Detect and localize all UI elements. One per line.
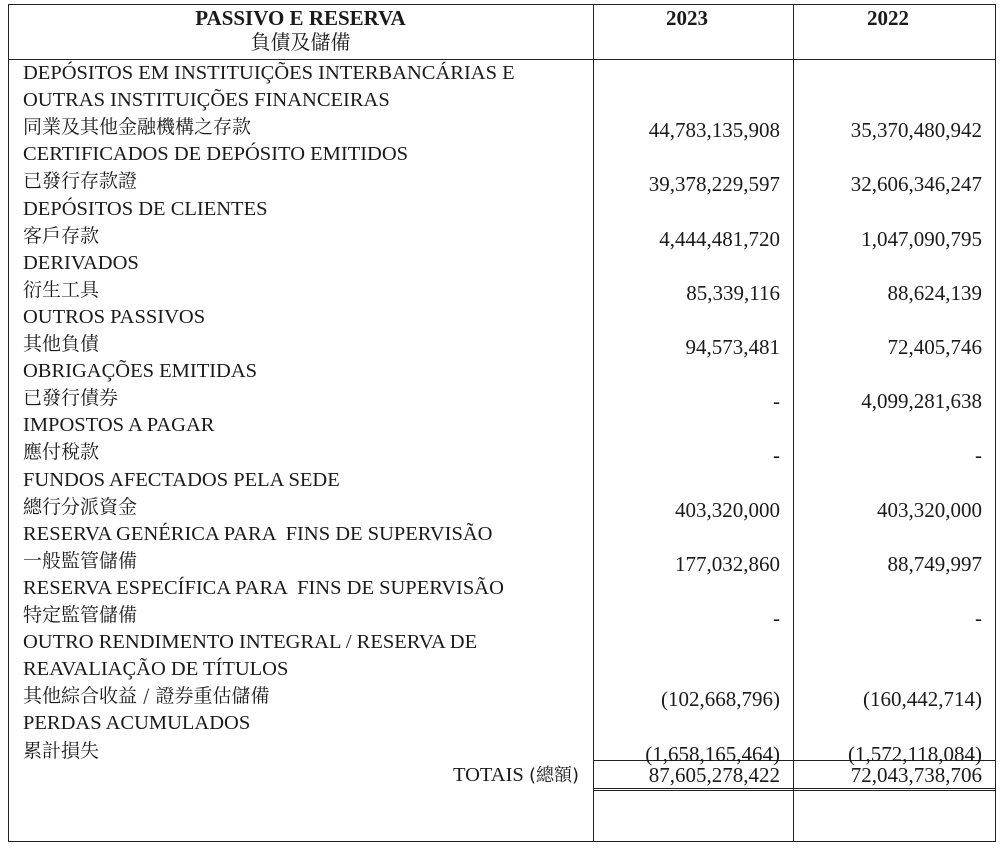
row-value-2022: 1,047,090,795 — [861, 226, 982, 251]
row-label-zh: 衍生工具 — [23, 278, 100, 301]
row-label-zh: 一般監管儲備 — [23, 549, 138, 572]
row-value-2023: (102,668,796) — [661, 687, 780, 712]
header-subtitle: 負債及儲備 — [250, 30, 351, 54]
row-value-2022: 88,624,139 — [887, 280, 982, 305]
row-value-2022: 32,606,346,247 — [850, 172, 982, 197]
row-value-2022: - — [975, 606, 982, 630]
row-label-zh: 其他綜合收益 / 證券重估儲備 — [23, 685, 270, 708]
row-label-zh: 同業及其他金融機構之存款 — [23, 116, 252, 139]
header-title: PASSIVO E RESERVA — [195, 6, 406, 30]
row-value-2023: (1,658,165,464) — [645, 741, 780, 766]
row-label-pt: OUTRAS INSTITUIÇÕES FINANCEIRAS — [23, 89, 390, 112]
row-value-2023: - — [773, 443, 780, 468]
row-label-zh: 特定監管儲備 — [23, 604, 138, 626]
row-label-pt: IMPOSTOS A PAGAR — [23, 414, 215, 437]
row-label-zh: 已發行存款證 — [23, 170, 138, 193]
row-label-pt: DERIVADOS — [23, 251, 139, 274]
row-label-zh: 總行分派資金 — [23, 495, 138, 518]
row-value-2023: - — [773, 389, 780, 414]
row-label-zh: 客戶存款 — [23, 224, 100, 247]
row-value-2022: (1,572,118,084) — [848, 741, 982, 766]
row-value-2022: 35,370,480,942 — [850, 118, 982, 143]
row-value-2023: 177,032,860 — [675, 551, 780, 576]
row-label-pt: FUNDOS AFECTADOS PELA SEDE — [23, 468, 340, 491]
column-header-2023: 2023 — [666, 6, 708, 30]
row-label-pt: RESERVA ESPECÍFICA PARA FINS DE SUPERVISÃO — [23, 576, 504, 599]
row-label-pt: RESERVA GENÉRICA PARA FINS DE SUPERVISÃO — [23, 522, 493, 545]
column-header-2022: 2022 — [867, 6, 909, 30]
row-label-pt: REAVALIAÇÃO DE TÍTULOS — [23, 658, 289, 681]
row-label-pt: OUTRO RENDIMENTO INTEGRAL / RESERVA DE — [23, 631, 478, 654]
row-value-2023: 85,339,116 — [686, 280, 780, 305]
row-value-2022: 88,749,997 — [887, 551, 982, 576]
row-value-2023: - — [773, 606, 780, 630]
row-label-pt: OUTROS PASSIVOS — [23, 305, 206, 328]
total-value-2023: 87,605,278,422 — [648, 763, 780, 787]
row-label-pt: PERDAS ACUMULADOS — [23, 712, 251, 735]
total-label — [453, 762, 579, 789]
row-value-2023: 94,573,481 — [685, 335, 780, 359]
row-value-2022: 4,099,281,638 — [861, 389, 982, 414]
row-value-2023: 39,378,229,597 — [648, 172, 780, 197]
row-label-zh: 其他負債 — [23, 333, 100, 355]
row-value-2022: - — [975, 443, 982, 468]
row-label-zh: 已發行債券 — [23, 387, 119, 410]
row-label-pt: DEPÓSITOS EM INSTITUIÇÕES INTERBANCÁRIAS E — [23, 62, 515, 84]
row-label-zh: 累計損失 — [23, 739, 100, 762]
row-label-pt: CERTIFICADOS DE DEPÓSITO EMITIDOS — [23, 143, 409, 166]
row-label-pt: DEPÓSITOS DE CLIENTES — [23, 197, 268, 220]
row-value-2022: (160,442,714) — [863, 687, 982, 712]
total-label-pt: TOTAIS — [452, 764, 524, 786]
row-label-pt: OBRIGAÇÕES EMITIDAS — [23, 360, 258, 383]
row-value-2023: 4,444,481,720 — [659, 226, 780, 251]
total-value-2022: 72,043,738,706 — [850, 763, 982, 787]
total-label-zh: (總額) — [528, 765, 579, 786]
row-value-2023: 44,783,135,908 — [648, 118, 780, 143]
row-label-zh: 應付稅款 — [23, 441, 100, 464]
row-value-2022: 403,320,000 — [877, 497, 982, 522]
row-value-2022: 72,405,746 — [887, 335, 982, 359]
row-value-2023: 403,320,000 — [675, 497, 780, 522]
